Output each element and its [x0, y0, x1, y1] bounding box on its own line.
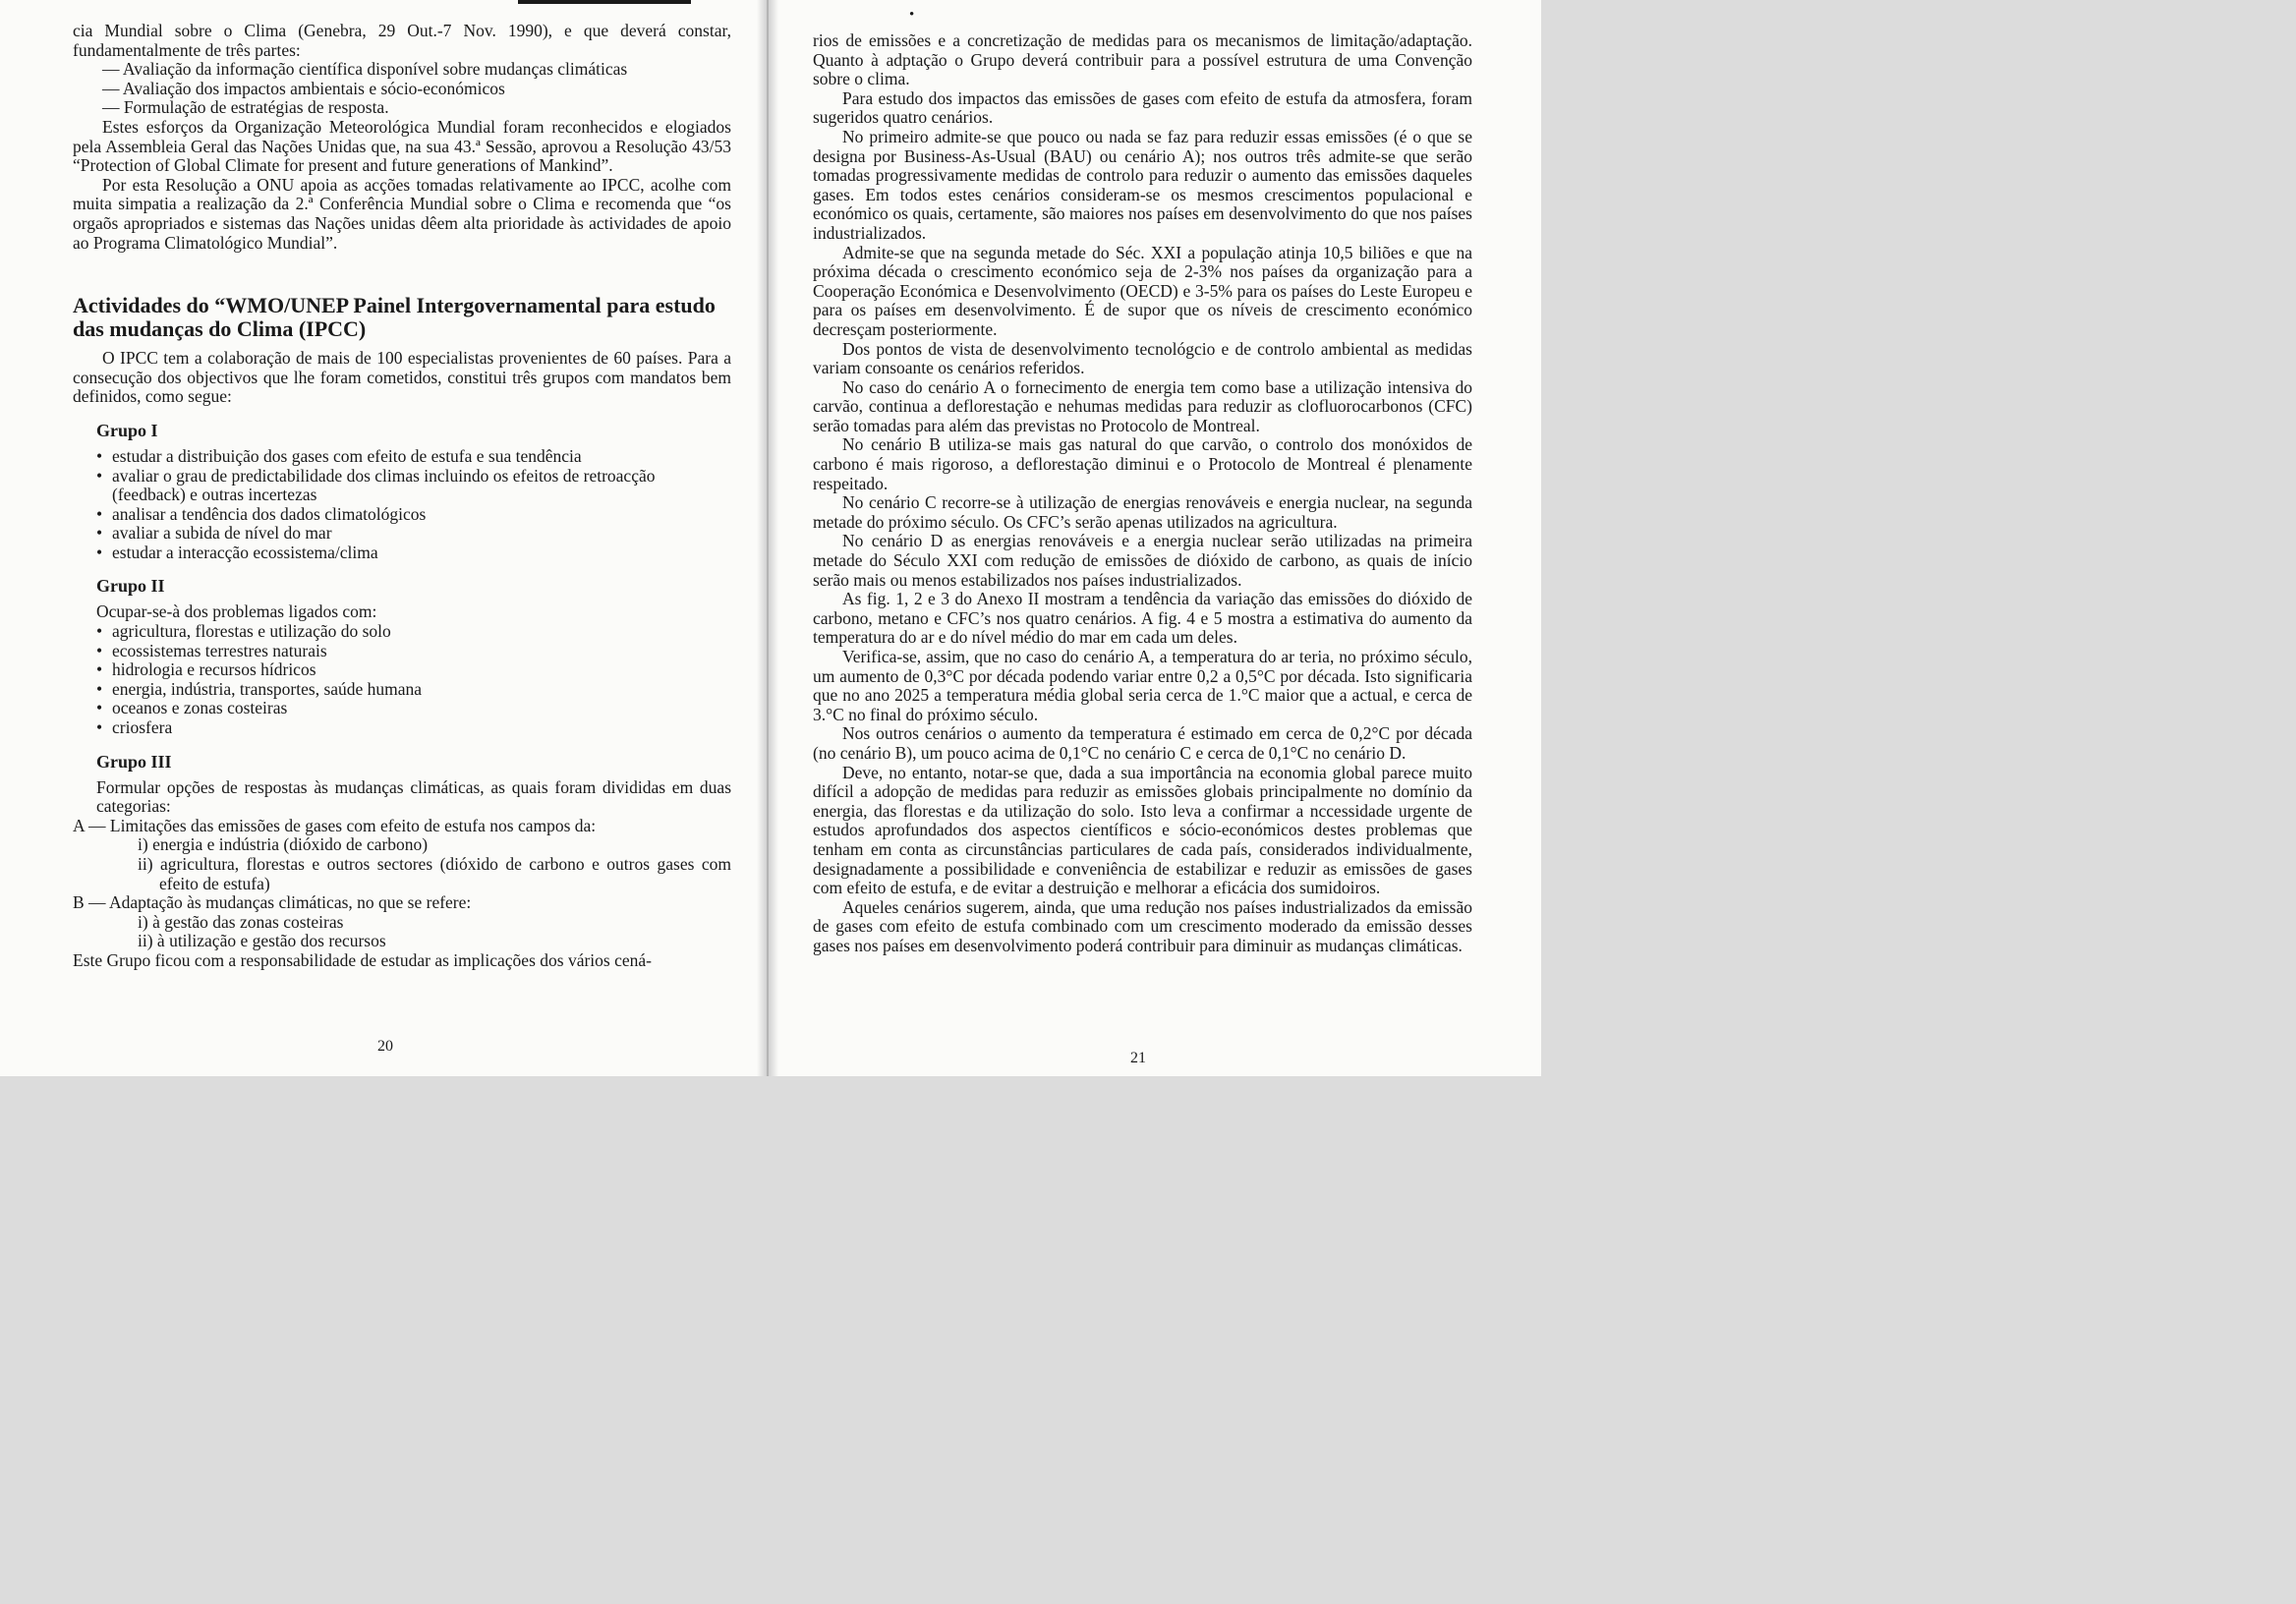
- top-rule: [518, 0, 691, 4]
- list-item: • avaliar o grau de predictabilidade dos climas incluindo os efeitos de retroacção (feedback) e outras incertezas: [96, 467, 731, 505]
- list-item: • analisar a tendência dos dados climatológicos: [96, 505, 731, 525]
- paragraph: Por esta Resolução a ONU apoia as acções tomadas relativamente ao IPCC, acolhe com muita simpatia a realização da 2.ª Conferência Mundial sobre o Clima e recomenda que “os orgaõs apropriados e sistemas das Nações unidas dêem alta prioridade às actividades de apoio ao Programa Climatológico Mundial”.: [73, 174, 731, 253]
- section-heading: Actividades do “WMO/UNEP Painel Intergovernamental para estudo das mudanças do Clima (IPCC): [73, 293, 716, 342]
- page-number-left: 20: [377, 1038, 393, 1055]
- paragraph: No cenário B utiliza-se mais gas natural do que carvão, o controlo dos monóxidos de carbono é mais rigoroso, a deflorestação diminui e o Protocolo de Montreal é plenamente respeitado.: [813, 434, 1472, 493]
- category-b: B — Adaptação às mudanças climáticas, no que se refere:: [73, 892, 472, 913]
- category-b-item: i) à gestão das zonas costeiras: [138, 911, 344, 932]
- group-1-list: [73, 447, 731, 563]
- page-marker: •: [909, 7, 915, 23]
- paragraph: No cenário C recorre-se à utilização de energias renováveis e energia nuclear, na segunda metade do próximo século. Os CFC’s serão apenas utilizados na agricultura.: [813, 492, 1472, 532]
- paragraph: Aqueles cenários sugerem, ainda, que uma redução nos países industrializados da emissão de gases com efeito de estufa combinado com um crescimento moderado da emissão desses gases nos países em desenvolvimento poderá contribuir para diminuir as mudanças climáticas.: [813, 896, 1472, 955]
- paragraph: Para estudo dos impactos das emissões de gases com efeito de estufa da atmosfera, foram sugeridos quatro cenários.: [813, 87, 1472, 128]
- ipcc-intro-paragraph: O IPCC tem a colaboração de mais de 100 especialistas provenientes de 60 países. Para a consecução dos objectivos que lhe foram cometidos, constitui três grupos com mandatos bem definidos, como segue:: [73, 348, 731, 407]
- list-item: • agricultura, florestas e utilização do solo: [96, 622, 731, 642]
- paragraph: As fig. 1, 2 e 3 do Anexo II mostram a tendência da variação das emissões do dióxido de carbono, metano e CFC’s nos quatro cenários. A fig. 4 e 5 mostra a estimativa do aumento da temperatura do ar e do nível médio do mar em cada um deles.: [813, 589, 1472, 648]
- category-a-item: i) energia e indústria (dióxido de carbono): [138, 834, 429, 855]
- category-a-item: ii) agricultura, florestas e outros sectores (dióxido de carbono e outros gases com efeito de estufa): [138, 854, 731, 893]
- book-gutter: [757, 0, 778, 1076]
- group-3-closing: Este Grupo ficou com a responsabilidade de estudar as implicações dos vários cená-: [73, 949, 652, 970]
- intro-dash-item: — Avaliação dos impactos ambientais e sócio-económicos: [102, 78, 505, 98]
- paragraph: No caso do cenário A o fornecimento de energia tem como base a utilização intensiva do carvão, continua a deflorestação e nehumas medidas para reduzir as clofluorocarbonos (CFC) serão tomadas para além das previstas no Protocolo de Montreal.: [813, 376, 1472, 435]
- list-item: • avaliar a subida de nível do mar: [96, 524, 731, 544]
- intro-dash-item: — Formulação de estratégias de resposta.: [102, 97, 389, 118]
- left-column: [73, 22, 731, 971]
- intro-continuation: cia Mundial sobre o Clima (Genebra, 29 Out.-7 Nov. 1990), e que deverá constar, fundamentalmente de três partes:: [73, 21, 731, 60]
- list-item: • estudar a distribuição dos gases com efeito de estufa e sua tendência: [96, 447, 731, 467]
- paragraph: Admite-se que na segunda metade do Séc. XXI a população atinja 10,5 biliões e que na próxima década o crescimento económico seja de 2-3% nos países da organização para a Cooperação Económica e Desenvolvimento (OECD) e 3-5% para os países do Leste Europeu e para os países em desenvolvimento. É de supor que os níveis de crescimento económico decresçam posteriormente.: [813, 242, 1472, 339]
- list-item: • estudar a interacção ecossistema/clima: [96, 544, 731, 563]
- group-2-title: Grupo II: [96, 576, 165, 597]
- list-item: • energia, indústria, transportes, saúde humana: [96, 680, 731, 700]
- paragraph: Verifica-se, assim, que no caso do cenário A, a temperatura do ar teria, no próximo século, um aumento de 0,3°C por década podendo variar entre 0,2 a 0,5°C por década. Isto significaria que no ano 2025 a temperatura média global seria cerca de 1.°C maior que a actual, e cerca de 3.°C no final do próximo século.: [813, 647, 1472, 724]
- category-a: A — Limitações das emissões de gases com efeito de estufa nos campos da:: [73, 815, 597, 835]
- right-column: [813, 31, 1472, 956]
- page-number-right: 21: [1130, 1050, 1146, 1066]
- paragraph-continuation: rios de emissões e a concretização de medidas para os mecanismos de limitação/adaptação. Quanto à adptação o Grupo deverá contribuir para a possível estrutura de uma Convenção sobre o clima.: [813, 30, 1472, 89]
- list-item: • oceanos e zonas costeiras: [96, 699, 731, 718]
- group-1-title: Grupo I: [96, 420, 158, 440]
- paragraph: No cenário D as energias renováveis e a energia nuclear serão utilizadas na primeira metade do Século XXI com redução de emissões de dióxido de carbono, as quais de início serão mais ou menos estabilizados nos países industrializados.: [813, 531, 1472, 590]
- category-b-item: ii) à utilização e gestão dos recursos: [138, 931, 386, 951]
- group-3-title: Grupo III: [96, 751, 172, 772]
- paragraph: Nos outros cenários o aumento da temperatura é estimado em cerca de 0,2°C por década (no cenário B), um pouco acima de 0,1°C no cenário C e cerca de 0,1°C no cenário D.: [813, 723, 1472, 763]
- paragraph: Estes esforços da Organização Meteorológica Mundial foram reconhecidos e elogiados pela Assembleia Geral das Nações Unidas que, na sua 43.ª Sessão, aprovou a Resolução 43/53 “Protection of Global Climate for present and future generations of Mankind”.: [73, 116, 731, 176]
- intro-dash-item: — Avaliação da informação científica disponível sobre mudanças climáticas: [102, 59, 628, 80]
- group-3-lead: Formular opções de respostas às mudanças climáticas, as quais foram divididas em duas categorias:: [96, 776, 731, 817]
- list-item: • criosfera: [96, 718, 731, 738]
- paragraph: Deve, no entanto, notar-se que, dada a sua importância na economia global parece muito difícil a adopção de medidas para reduzir as emissões globais principalmente no domínio da energia, das florestas e da utilização do solo. Isto leva a confirmar a nccessidade urgente de estudos aprofundados dos aspectos científicos e sócio-económicos destes problemas que tenham em conta as circunstâncias particulares de cada país, considerados individualmente, designadamente a possibilidade e conveniência de estabilizar e reduzir as emissões de gases com efeito de estufa, e de evitar a destruição e melhorar a eficácia dos sumidoiros.: [813, 762, 1472, 898]
- group-2-list: [73, 622, 731, 738]
- group-2-lead: Ocupar-se-à dos problemas ligados com:: [96, 602, 377, 622]
- list-item: • ecossistemas terrestres naturais: [96, 642, 731, 661]
- paragraph: Dos pontos de vista de desenvolvimento tecnológcio e de controlo ambiental as medidas variam consoante os cenários referidos.: [813, 338, 1472, 378]
- paragraph: No primeiro admite-se que pouco ou nada se faz para reduzir essas emissões (é o que se designa por Business-As-Usual (BAU) ou cenário A); nos outros três admite-se que serão tomadas progressivamente medidas de controlo para reduzir o aumento das emissões daqueles gases. Em todos estes cenários consideram-se os mesmos crescimentos populacional e económico os quais, certamente, são maiores nos países em desenvolvimento do que nos países industrializados.: [813, 126, 1472, 243]
- list-item: • hidrologia e recursos hídricos: [96, 660, 731, 680]
